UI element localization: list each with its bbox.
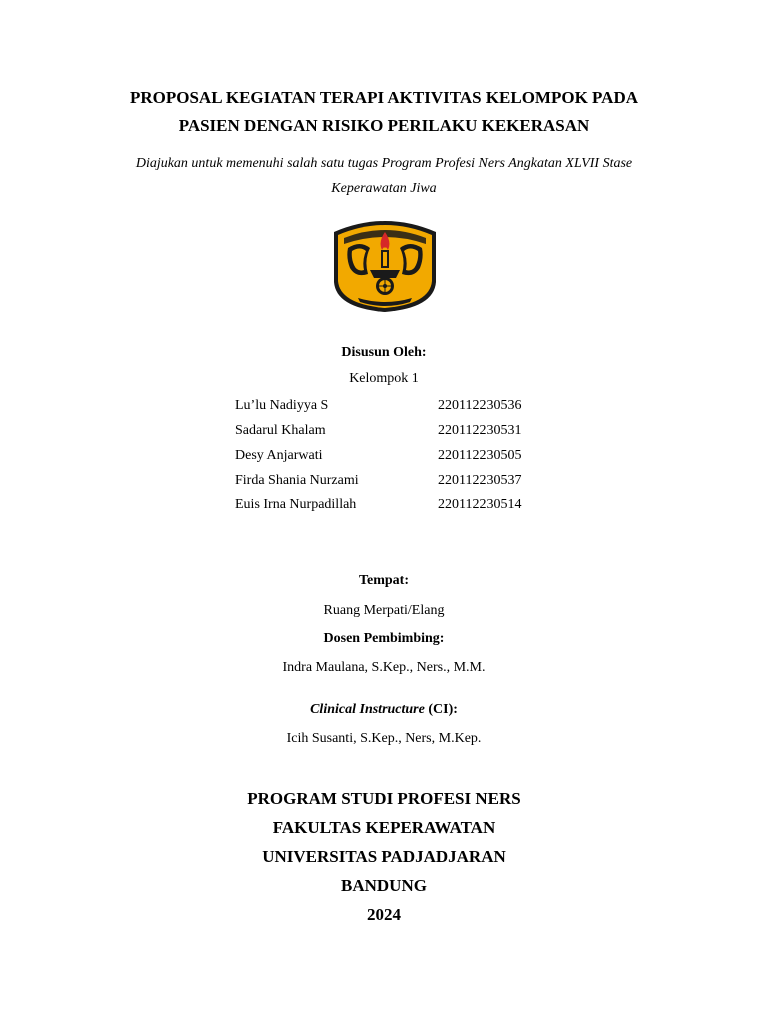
footer-program: PROGRAM STUDI PROFESI NERS — [247, 789, 521, 808]
member-id: 220112230531 — [438, 423, 522, 438]
authors-group: Kelompok 1 — [349, 371, 419, 386]
supervisor-value: Indra Maulana, S.Kep., Ners., M.M. — [282, 660, 486, 675]
place-value: Ruang Merpati/Elang — [323, 603, 445, 618]
authors-heading: Disusun Oleh: — [341, 345, 427, 360]
member-name: Euis Irna Nurpadillah — [235, 497, 357, 512]
footer-faculty: FAKULTAS KEPERAWATAN — [272, 818, 496, 837]
list-item — [235, 497, 535, 517]
subtitle-line-1: Diajukan untuk memenuhi salah satu tugas Program Profesi Ners Angkatan XLVII Stase — [135, 156, 633, 171]
list-item — [235, 423, 535, 443]
list-item — [235, 473, 535, 493]
member-name: Desy Anjarwati — [235, 448, 323, 463]
clinical-instructor-heading-suffix: (CI): — [424, 702, 458, 717]
title-line-2: PASIEN DENGAN RISIKO PERILAKU KEKERASAN — [178, 116, 590, 135]
member-name: Sadarul Khalam — [235, 423, 326, 438]
footer-university: UNIVERSITAS PADJADJARAN — [262, 847, 506, 866]
clinical-instructor-value: Icih Susanti, S.Kep., Ners, M.Kep. — [286, 731, 482, 746]
member-name: Lu’lu Nadiyya S — [235, 398, 329, 413]
clinical-instructor-heading-italic: Clinical Instructure — [310, 702, 425, 717]
member-name: Firda Shania Nurzami — [235, 473, 359, 488]
university-emblem-icon — [330, 218, 440, 314]
member-id: 220112230514 — [438, 497, 522, 512]
place-heading: Tempat: — [358, 573, 410, 588]
member-id: 220112230537 — [438, 473, 522, 488]
member-id: 220112230536 — [438, 398, 522, 413]
list-item — [235, 398, 535, 418]
subtitle-line-2: Keperawatan Jiwa — [331, 181, 437, 196]
clinical-instructor-heading — [0, 702, 768, 718]
footer-year: 2024 — [367, 905, 401, 924]
list-item — [235, 448, 535, 468]
member-id: 220112230505 — [438, 448, 522, 463]
supervisor-heading: Dosen Pembimbing: — [323, 631, 445, 646]
title-line-1: PROPOSAL KEGIATAN TERAPI AKTIVITAS KELOMPOK PADA — [129, 88, 639, 107]
footer-city: BANDUNG — [341, 876, 427, 895]
